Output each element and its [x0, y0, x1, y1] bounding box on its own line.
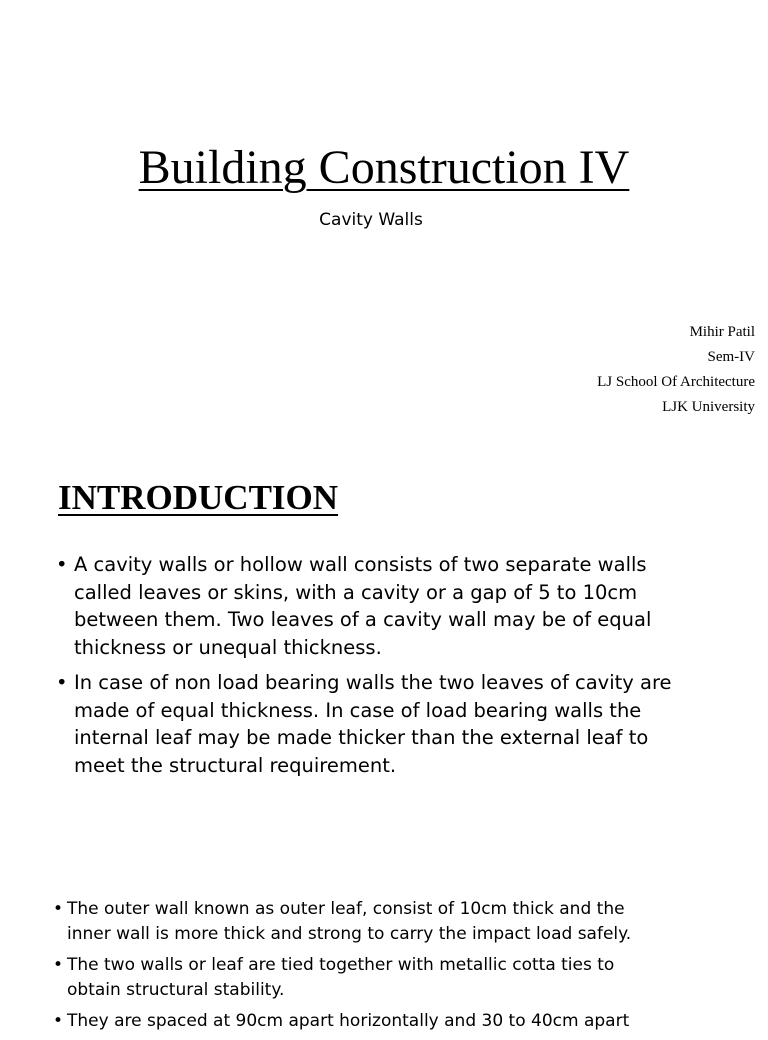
bullet-line: • The outer wall known as outer leaf, consist of 10cm thick and the [67, 899, 625, 919]
bullet-line: • In case of non load bearing walls the two leaves of cavity are [74, 671, 672, 694]
slide-subtitle: Cavity Walls [319, 210, 423, 230]
author-university: LJK University [662, 399, 755, 415]
intro-bullet-list [56, 551, 672, 787]
bullet-line: • A cavity walls or hollow wall consists of two separate walls [74, 553, 647, 576]
list-item [53, 1009, 631, 1034]
section-heading: INTRODUCTION [58, 478, 339, 517]
bullet-line: made of equal thickness. In case of load bearing walls the [74, 698, 642, 722]
list-item [56, 551, 672, 661]
author-name: Mihir Patil [689, 324, 755, 340]
bullet-line: between them. Two leaves of a cavity wall may be of equal [74, 608, 652, 631]
details-slide [0, 855, 768, 1031]
bullet-line: meet the structural requirement. [74, 753, 397, 777]
author-school: LJ School Of Architecture [597, 374, 755, 390]
list-item [56, 669, 672, 779]
bullet-line: inner wall is more thick and strong to carry the impact load safely. [67, 924, 632, 944]
list-item [53, 953, 631, 1003]
list-item [53, 897, 631, 947]
detail-bullet-list [53, 897, 631, 1040]
bullet-line: called leaves or skins, with a cavity or a gap of 5 to 10cm [74, 580, 638, 604]
title-slide [0, 0, 768, 455]
author-semester: Sem-IV [707, 349, 755, 365]
introduction-slide [0, 455, 768, 855]
slide-title: Building Construction IV [138, 141, 630, 194]
bullet-line: obtain structural stability. [67, 980, 285, 1000]
author-info [597, 320, 755, 420]
bullet-line: internal leaf may be made thicker than the external leaf to [74, 726, 649, 749]
bullet-line: thickness or unequal thickness. [74, 635, 382, 659]
bullet-line: • They are spaced at 90cm apart horizontally and 30 to 40cm apart [67, 1011, 630, 1031]
bullet-line: • The two walls or leaf are tied together with metallic cotta ties to [67, 955, 615, 975]
